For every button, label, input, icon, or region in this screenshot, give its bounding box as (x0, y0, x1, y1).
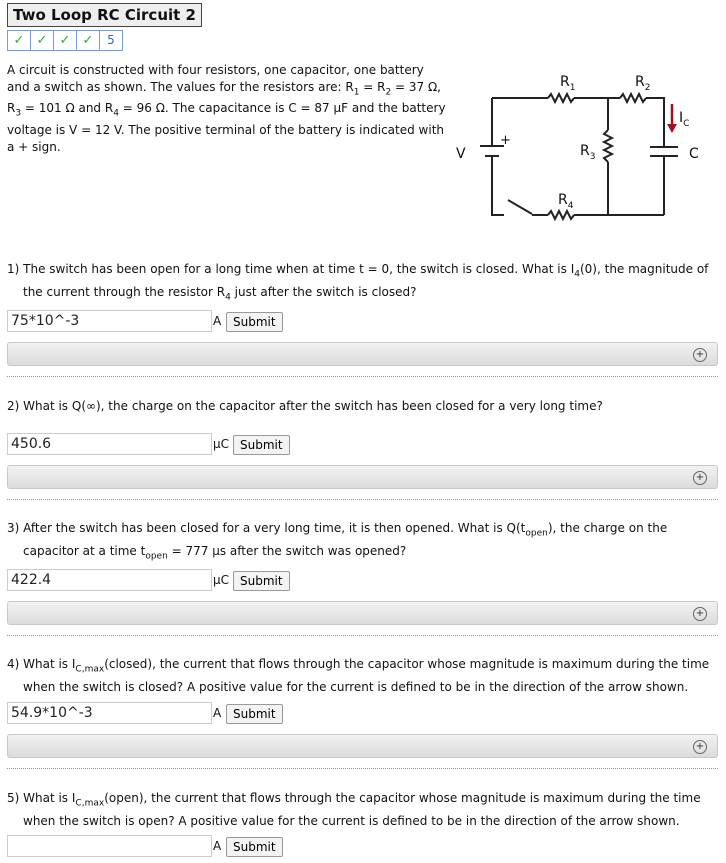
check-icon: ✓ (31, 31, 54, 50)
expand-icon[interactable]: + (693, 607, 707, 621)
answer-2-input[interactable] (7, 433, 212, 455)
submit-1-button[interactable]: Submit (226, 312, 283, 332)
question-3: 3) After the switch has been closed for a very long time, it is then opened. What is $Q(t_{open})$, the charge on the capacitor at a time $t_{open} = 777$ μs after the switch was opened? (7, 521, 668, 562)
check-icon: ✓ (54, 31, 77, 50)
label-c: C (689, 146, 699, 162)
expand-icon[interactable]: + (693, 740, 707, 754)
page-title: Two Loop RC Circuit 2 (7, 3, 202, 27)
question-1: 1) The switch has been open for a long time when at time t = 0, the switch is closed. What is $I_4(0)$, the magnitude of the current through the resistor $R_4$ just after the switch is closed? (7, 262, 709, 303)
answer-4-input[interactable] (7, 702, 212, 724)
label-r1: $R_1$ (560, 74, 576, 93)
answer-3-unit: μC (213, 573, 230, 587)
expand-icon[interactable]: + (693, 348, 707, 362)
hint-bar-2[interactable] (7, 465, 718, 489)
question-5: 5) What is $I_{C,max}(open)$, the current that flows through the capacitor whose magnitude is maximum during the time when the switch is open? A positive value for the current is defined to be in the direction of the arrow shown. (7, 791, 701, 829)
answer-5-unit: A (213, 839, 222, 853)
answer-3-input[interactable] (7, 569, 212, 591)
check-icon: ✓ (77, 31, 100, 50)
hint-bar-1[interactable] (7, 342, 718, 366)
divider (7, 635, 718, 636)
question-2: 2) What is Q(∞), the charge on the capacitor after the switch has been closed for a very long time? (7, 399, 603, 413)
label-r3: $R_3$ (580, 143, 596, 162)
answer-1-unit: A (213, 314, 222, 328)
label-plus: + (500, 133, 511, 148)
expand-icon[interactable]: + (693, 471, 707, 485)
divider (7, 376, 718, 377)
circuit-diagram (452, 70, 712, 222)
answer-2-unit: μC (213, 437, 230, 451)
submit-2-button[interactable]: Submit (233, 435, 290, 455)
check-icon: ✓ (8, 31, 31, 50)
problem-description: A circuit is constructed with four resistors, one capacitor, one battery and a switch as shown. The values for the resistors are: $R_1 = R_2 = 37$ Ω, $R_3 = 101$ Ω and $R_4 = 96$ Ω. The capacitance is C = 87 μF and the battery voltage is V = 12 V. The positive terminal of the battery is indicated with a + sign. (7, 63, 446, 154)
hint-bar-3[interactable] (7, 601, 718, 625)
submit-4-button[interactable]: Submit (226, 704, 283, 724)
submit-3-button[interactable]: Submit (233, 571, 290, 591)
submit-5-button[interactable]: Submit (226, 837, 283, 857)
label-ic: $I_C$ (679, 110, 690, 129)
answer-5-input[interactable] (7, 835, 212, 857)
question-4: 4) What is $I_{C,max}(closed)$, the current that flows through the capacitor whose magnitude is maximum during the time when the switch is closed? A positive value for the current is defined to be in the direction of the arrow shown. (7, 657, 710, 695)
label-r4: $R_4$ (558, 192, 574, 211)
divider (7, 499, 718, 500)
answer-4-unit: A (213, 706, 222, 720)
attempt-status (7, 30, 123, 51)
hint-bar-4[interactable] (7, 734, 718, 758)
divider (7, 768, 718, 769)
attempt-count: 5 (107, 33, 115, 47)
label-v: V (456, 146, 466, 162)
label-r2: $R_2$ (635, 74, 651, 93)
answer-1-input[interactable] (7, 310, 212, 332)
